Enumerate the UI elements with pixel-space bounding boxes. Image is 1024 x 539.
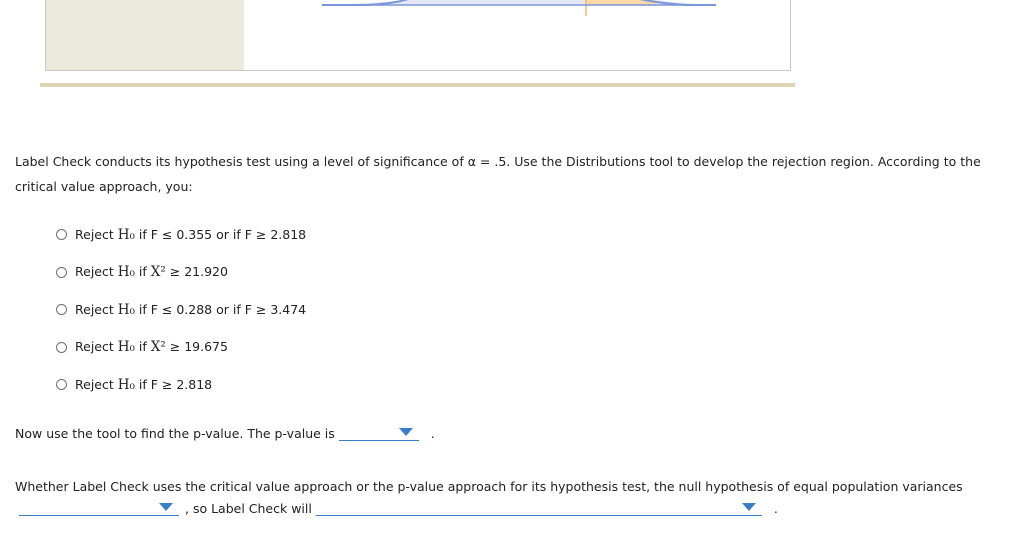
conclusion-row — [19, 499, 778, 516]
conclusion-text: Whether Label Check uses the critical value approach or the p-value approach for its hypothesis test, the null hypothesis of equal population variances — [15, 479, 963, 494]
null-hypothesis-dropdown[interactable] — [19, 499, 179, 516]
pvalue-row — [15, 424, 435, 441]
option-3[interactable] — [56, 291, 306, 329]
option-1[interactable] — [56, 216, 306, 254]
period: . — [430, 426, 435, 441]
option-label: Reject H₀ if X² ≥ 21.920 — [75, 264, 228, 281]
radio-button[interactable] — [56, 304, 67, 315]
conclusion-middle-text: , so Label Check will — [185, 501, 312, 516]
option-label: Reject H₀ if F ≤ 0.288 or if F ≥ 3.474 — [75, 301, 307, 318]
option-label: Reject H₀ if F ≤ 0.355 or if F ≥ 2.818 — [75, 226, 307, 243]
chevron-down-icon — [159, 503, 173, 511]
conclusion-action-dropdown[interactable] — [316, 499, 762, 516]
chevron-down-icon — [399, 428, 413, 436]
radio-button[interactable] — [56, 379, 67, 390]
option-4[interactable] — [56, 329, 306, 367]
radio-button[interactable] — [56, 229, 67, 240]
radio-button[interactable] — [56, 267, 67, 278]
distributions-tool-panel — [45, 0, 791, 71]
distribution-plot — [46, 0, 790, 70]
period: . — [773, 501, 778, 516]
answer-options — [56, 216, 306, 404]
chevron-down-icon — [742, 503, 756, 511]
radio-button[interactable] — [56, 342, 67, 353]
option-2[interactable] — [56, 254, 306, 292]
question-text: Label Check conducts its hypothesis test using a level of significance of α = .5. Use the Distributions tool to develop the rejection region. According to the critical value approach, you: — [15, 154, 981, 194]
option-label: Reject H₀ if F ≥ 2.818 — [75, 376, 213, 393]
option-label: Reject H₀ if X² ≥ 19.675 — [75, 339, 228, 356]
pvalue-dropdown[interactable] — [339, 424, 419, 441]
section-divider — [40, 83, 795, 87]
pvalue-text: Now use the tool to find the p-value. The p-value is — [15, 426, 335, 441]
option-5[interactable] — [56, 366, 306, 404]
